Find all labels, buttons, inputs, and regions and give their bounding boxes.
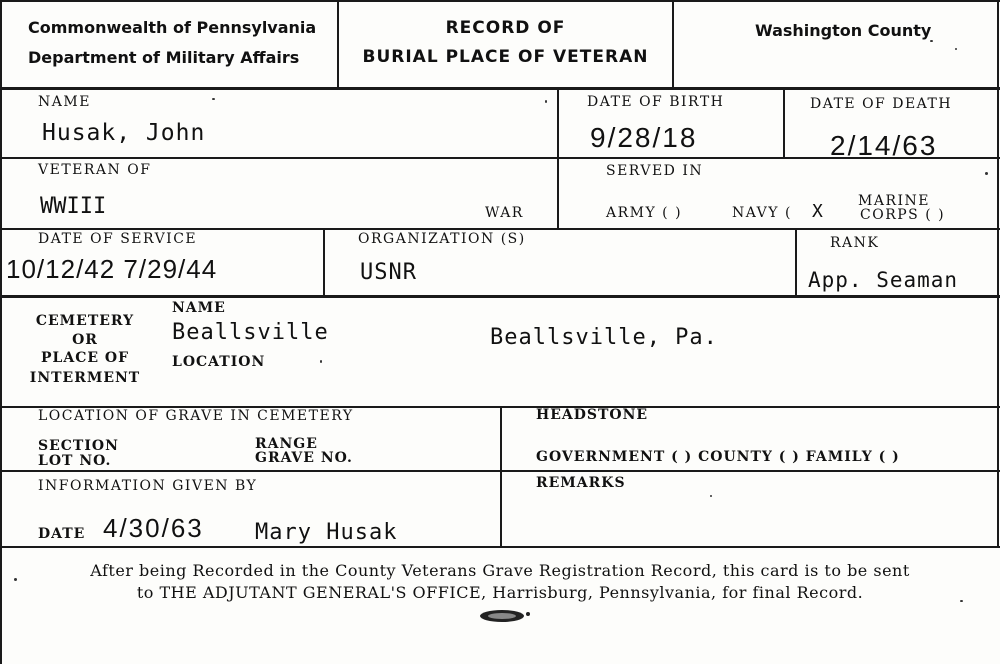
row3-bottom-rule	[0, 295, 1000, 298]
row3-divider-b	[795, 229, 797, 297]
date-of-death-value: 2/14/63	[830, 130, 938, 161]
navy-check-mark: X	[812, 201, 824, 222]
grave-number-label: GRAVE NO.	[255, 450, 353, 466]
scan-speck	[545, 100, 547, 103]
card-border-right	[997, 0, 999, 548]
footer-instruction-line-2: to THE ADJUTANT GENERAL'S OFFICE, Harrisburg, Pennsylvania, for final Record.	[136, 583, 864, 602]
section-label: SECTION	[38, 438, 119, 454]
range-label: RANGE	[255, 436, 318, 452]
information-date-label: DATE	[38, 526, 86, 542]
cemetery-label-line-1: CEMETERY	[35, 313, 135, 329]
information-given-by-value: Mary Husak	[255, 520, 398, 545]
scan-speck	[985, 172, 988, 175]
organization-value: USNR	[360, 260, 417, 285]
army-option: ARMY ( )	[606, 205, 683, 221]
headstone-label: HEADSTONE	[536, 407, 649, 423]
row3-divider-a	[323, 229, 325, 297]
header-bottom-rule	[0, 87, 1000, 90]
cemetery-location-label: LOCATION	[172, 354, 266, 370]
row5-divider	[500, 407, 502, 547]
information-given-by-label: INFORMATION GIVEN BY	[38, 478, 258, 494]
scan-speck	[955, 48, 957, 50]
row1-divider-b	[783, 89, 785, 158]
cemetery-name-label: NAME	[172, 300, 226, 316]
veteran-of-value: WWIII	[40, 194, 107, 219]
rank-label: RANK	[830, 235, 880, 251]
remarks-label: REMARKS	[536, 475, 626, 491]
header-divider-1	[337, 0, 339, 88]
cemetery-label-line-2: OR	[72, 332, 98, 348]
scan-speck	[14, 578, 17, 581]
row6-bottom-rule	[0, 546, 1000, 548]
date-of-birth-value: 9/28/18	[590, 122, 698, 153]
scan-speck	[960, 600, 963, 602]
cemetery-label-line-3: PLACE OF	[40, 350, 130, 366]
row1-divider-a	[557, 89, 559, 158]
row5-bottom-rule	[0, 470, 1000, 472]
headstone-options: GOVERNMENT ( ) COUNTY ( ) FAMILY ( )	[536, 449, 900, 465]
cemetery-name-value: Beallsville	[172, 320, 329, 345]
cemetery-label-line-4: INTERMENT	[29, 370, 141, 386]
information-date-value: 4/30/63	[103, 513, 204, 543]
card-border-top	[0, 0, 1000, 2]
rank-value: App. Seaman	[808, 268, 959, 292]
scan-speck	[320, 360, 322, 363]
lot-number-label: LOT NO.	[38, 453, 112, 469]
header-divider-2	[672, 0, 674, 88]
marine-corps-line-2: CORPS ( )	[860, 207, 946, 223]
org-line-1: Commonwealth of Pennsylvania	[28, 18, 317, 37]
veteran-of-label: VETERAN OF	[38, 162, 152, 178]
scan-speck	[930, 40, 933, 42]
grave-location-label: LOCATION OF GRAVE IN CEMETERY	[38, 408, 354, 424]
scan-speck	[212, 98, 215, 100]
footer-ornament-icon	[476, 606, 532, 626]
navy-option: NAVY (	[732, 205, 792, 221]
form-title-line-2: BURIAL PLACE OF VETERAN	[362, 47, 649, 67]
date-of-birth-label: DATE OF BIRTH	[587, 94, 725, 110]
date-of-death-label: DATE OF DEATH	[810, 96, 953, 112]
footer-instruction-line-1: After being Recorded in the County Veterans Grave Registration Record, this card is to be sent	[90, 561, 910, 580]
county-name: Washington County	[755, 21, 932, 40]
served-in-label: SERVED IN	[606, 163, 704, 179]
org-line-2: Department of Military Affairs	[28, 48, 300, 67]
war-label: WAR	[485, 205, 524, 221]
cemetery-place-value: Beallsville, Pa.	[490, 325, 718, 350]
marine-corps-line-1: MARINE	[858, 193, 930, 209]
organization-label: ORGANIZATION (S)	[358, 231, 526, 247]
date-of-service-value: 10/12/42 7/29/44	[6, 254, 218, 284]
form-title-line-1: RECORD OF	[445, 18, 566, 38]
date-of-service-label: DATE OF SERVICE	[38, 231, 198, 247]
row2-divider	[557, 158, 559, 229]
row2-bottom-rule	[0, 228, 1000, 230]
veteran-name: Husak, John	[42, 120, 206, 146]
scan-speck	[710, 495, 712, 497]
name-label: NAME	[38, 94, 91, 110]
